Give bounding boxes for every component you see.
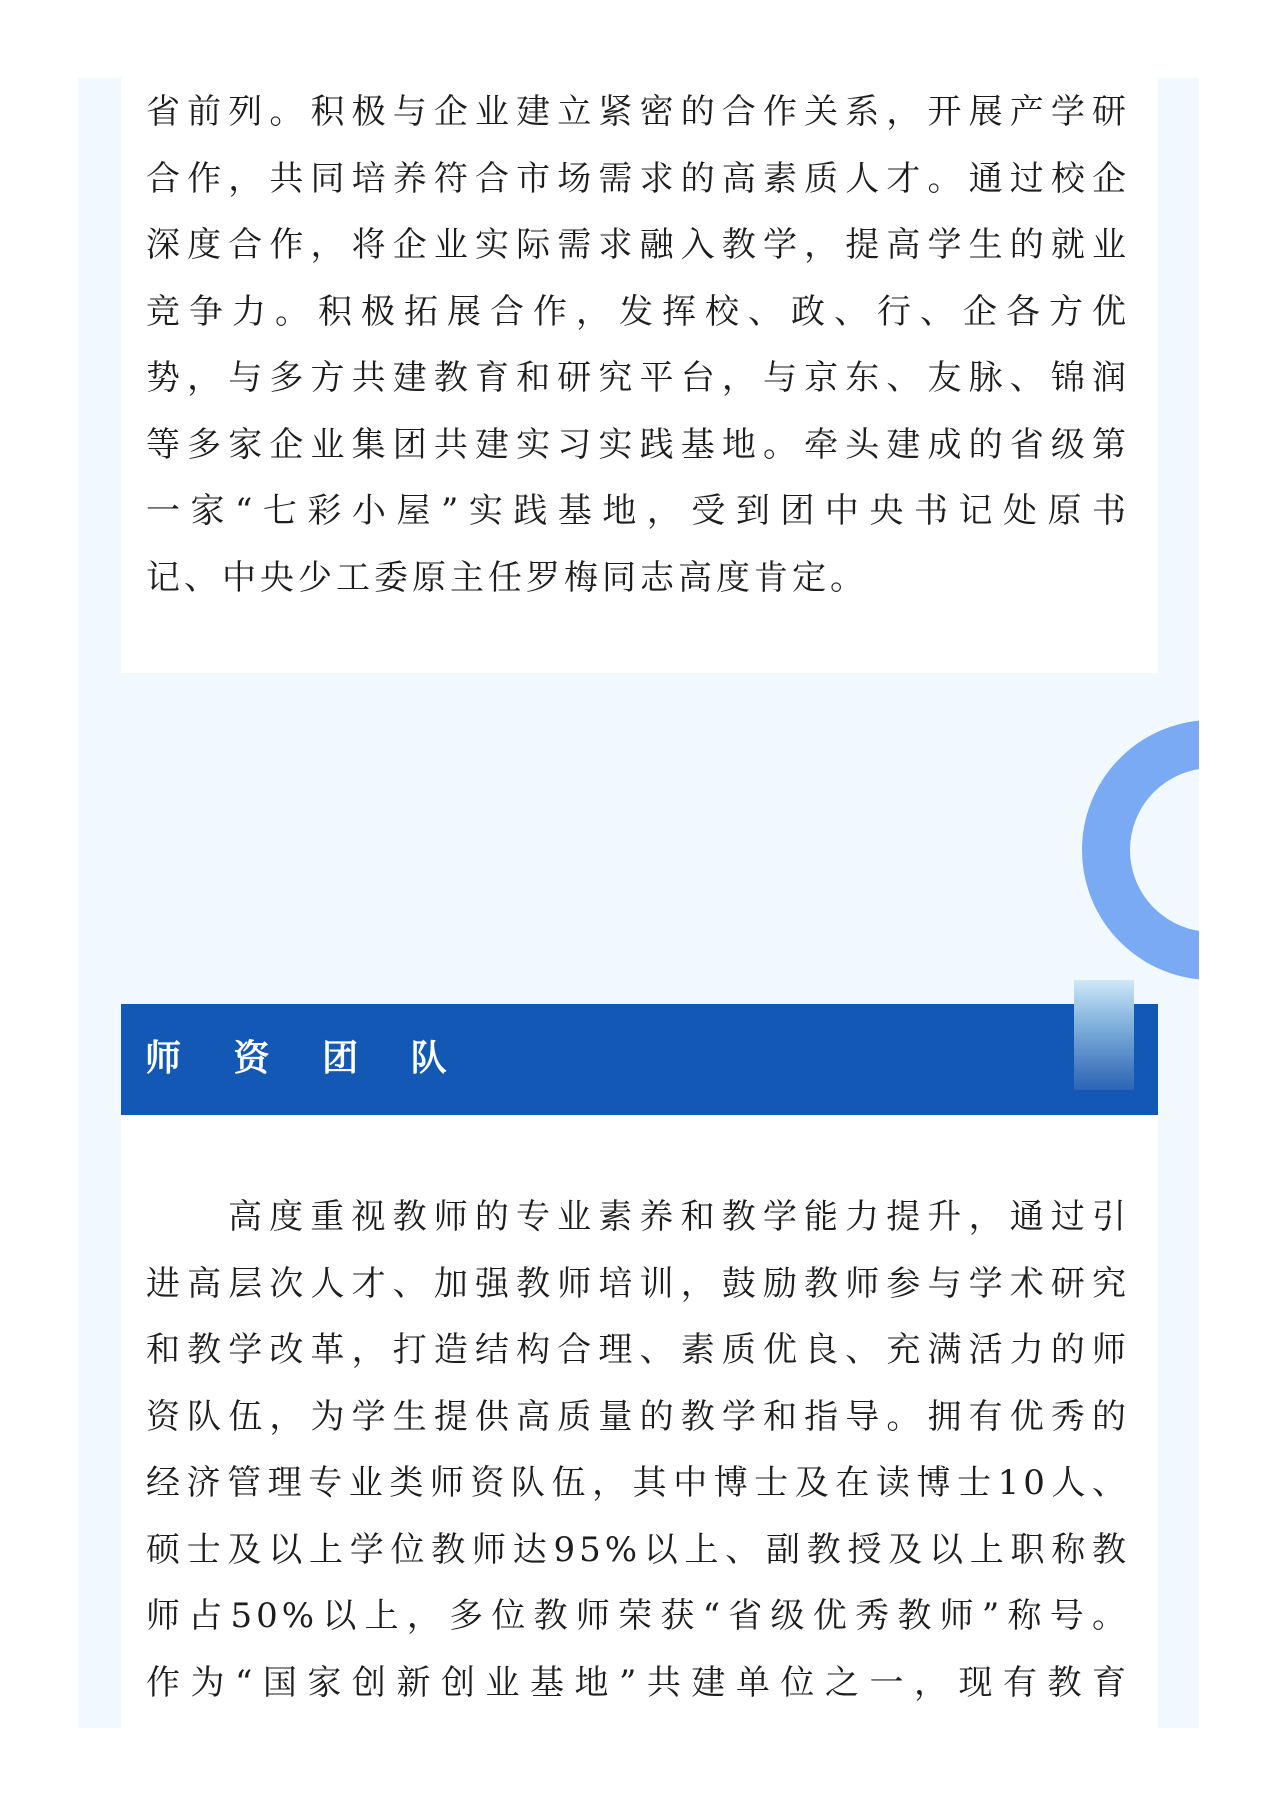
text-line: 高度重视教师的专业素养和教学能力提升，通过引 [228, 1197, 1130, 1237]
text-line: 深度合作，将企业实际需求融入教学，提高学生的就业 [146, 225, 1130, 265]
text-line: 作为“国家创新创业基地”共建单位之一，现有教育 [146, 1662, 1130, 1703]
text-line: 合作，共同培养符合市场需求的高素质人才。通过校企 [146, 158, 1130, 199]
text-line: 进高层次人才、加强教师培训，鼓励教师参与学术研究 [146, 1263, 1130, 1304]
text-line: 势，与多方共建教育和研究平台，与京东、友脉、锦润 [146, 358, 1130, 398]
text-line: 记、中央少工委原主任罗梅同志高度肯定。 [146, 557, 868, 598]
text-line: 等多家企业集团共建实习实践基地。牵头建成的省级第 [146, 424, 1130, 465]
text-line: 竞争力。积极拓展合作，发挥校、政、行、企各方优 [146, 291, 1130, 332]
text-line: 资队伍，为学生提供高质量的教学和指导。拥有优秀的 [146, 1396, 1130, 1437]
text-line: 经济管理专业类师资队伍，其中博士及在读博士10人、 [146, 1463, 1130, 1503]
page-margin-mask [1199, 700, 1272, 1000]
text-line: 硕士及以上学位教师达95%以上、副教授及以上职称教 [146, 1529, 1130, 1570]
text-line: 师占50%以上，多位教师荣获“省级优秀教师”称号。 [146, 1596, 1130, 1636]
text-line: 和教学改革，打造结构合理、素质优良、充满活力的师 [146, 1330, 1130, 1370]
section-header-accent [1074, 980, 1134, 1090]
section-title: 师 资 团 队 [145, 1038, 467, 1079]
text-line: 省前列。积极与企业建立紧密的合作关系，开展产学研 [146, 92, 1130, 132]
text-line: 一家“七彩小屋”实践基地，受到团中央书记处原书 [146, 491, 1130, 531]
paragraph-cooperation [146, 79, 1130, 611]
paragraph-faculty [146, 1184, 1130, 1716]
